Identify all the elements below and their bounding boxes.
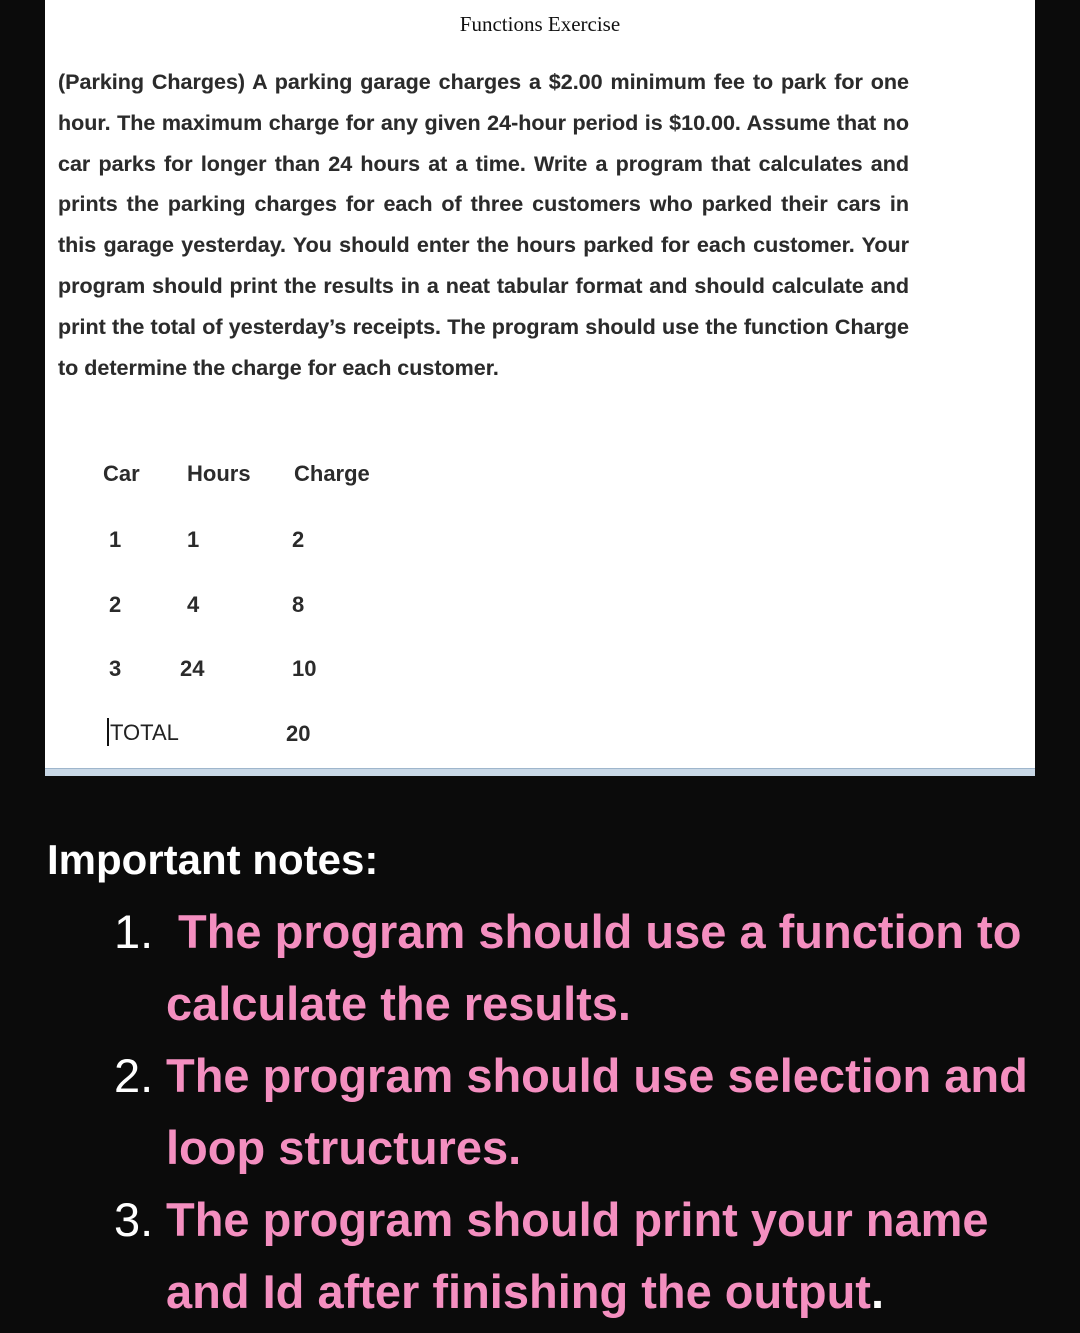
note-text-line1: The program should use selection and (166, 1049, 1028, 1102)
note-text-line2-main: and Id after finishing the output (166, 1265, 871, 1318)
header-hours: Hours (187, 461, 251, 486)
row-3-hours: 24 (180, 656, 205, 681)
note-number: 3. (114, 1193, 154, 1246)
note-end-period: . (870, 1265, 884, 1318)
row-1-charge: 2 (292, 527, 305, 552)
header-car: Car (103, 461, 140, 486)
note-text-line2 (166, 1264, 884, 1319)
row-1-hours: 1 (187, 527, 200, 552)
note-number: 2. (114, 1049, 154, 1102)
note-number: 1. (114, 905, 154, 958)
row-1-car: 1 (109, 527, 122, 552)
total-label: TOTAL (110, 720, 179, 745)
row-2-hours: 4 (187, 592, 200, 617)
page-bottom-border (45, 768, 1035, 776)
note-text-line2: loop structures. (166, 1121, 522, 1174)
header-charge: Charge (294, 461, 370, 486)
row-3-charge: 10 (292, 656, 317, 681)
row-2-charge: 8 (292, 592, 305, 617)
total-value: 20 (286, 721, 311, 746)
notes-heading: Important notes: (47, 836, 379, 883)
note-text-line1: The program should print your name (166, 1193, 989, 1246)
text-cursor (107, 718, 109, 746)
row-2-car: 2 (109, 592, 122, 617)
note-text-line2: calculate the results. (166, 977, 631, 1030)
problem-statement: (Parking Charges) A parking garage charges a $2.00 minimum fee to park for one hour. The maximum charge for any given 24-hour period is $10.00. Assume that no car parks for longer than 24 hours at a time. Write a program that calculates and prints the parking charges for each of three customers who parked their cars in this garage yesterday. You should enter the hours parked for each customer. Your program should print the results in a neat tabular format and should calculate and print the total of yesterday’s receipts. The program should use the function Charge to determine the charge for each customer. (58, 70, 909, 380)
document-title: Functions Exercise (459, 12, 621, 36)
note-text-line1: The program should use a function to (178, 905, 1022, 958)
row-3-car: 3 (109, 656, 122, 681)
